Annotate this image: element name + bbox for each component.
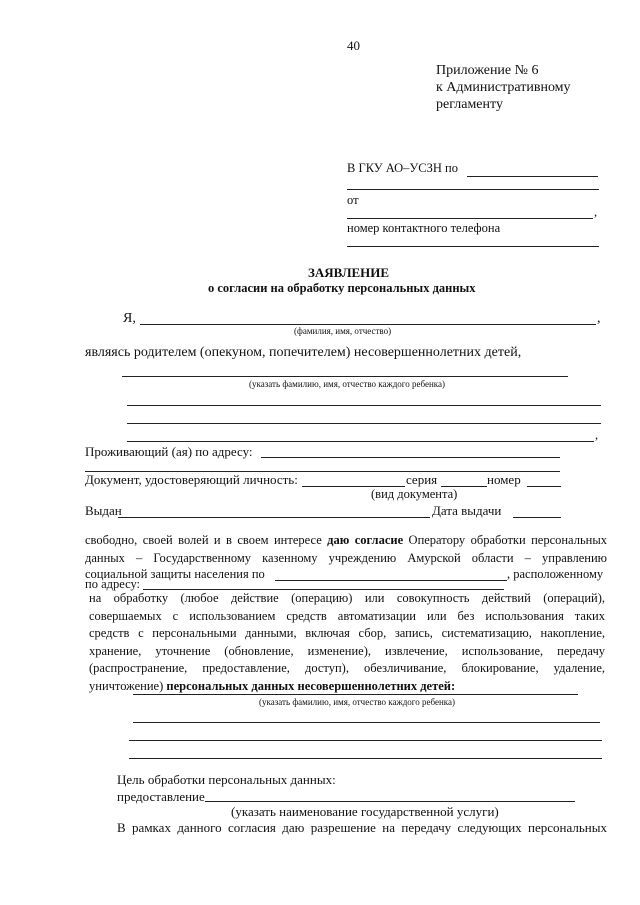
processing-children-field-1[interactable]: [133, 694, 578, 695]
addressee-from-label: от: [347, 193, 359, 207]
applicant-fio-field[interactable]: [140, 324, 596, 325]
addressee-phone-field[interactable]: [347, 246, 599, 247]
id-number-label: номер: [487, 472, 521, 487]
addressee-to-field[interactable]: [467, 176, 598, 177]
purpose-provision-label: предоставление: [117, 789, 205, 804]
parent-statement: являясь родителем (опекуном, попечителем) несовершеннолетних детей,: [85, 345, 522, 360]
id-issue-date-label: Дата выдачи: [432, 503, 502, 518]
processing-children-hint: (указать фамилию, имя, отчество каждого ребенка): [259, 697, 456, 707]
appendix-line-3: регламенту: [436, 97, 503, 112]
consent-row-1: свободно, своей волей и в своем интересе даю согласие Оператору обработки персональных: [85, 533, 607, 547]
processing-row-2: совершаемых с использованием средств автоматизации или без использования таких: [89, 608, 605, 623]
consent-row-3a: социальной защиты населения по: [85, 567, 265, 581]
processing-row-1: на обработку (любое действие (операцию) или совокупность действий (операций),: [89, 591, 605, 605]
addressee-comma: ,: [594, 205, 598, 219]
residence-label: Проживающий (ая) по адресу:: [85, 444, 253, 459]
addressee-phone-label: номер контактного телефона: [347, 221, 501, 235]
residence-field-1[interactable]: [261, 457, 560, 458]
id-issued-label: Выдан: [85, 503, 122, 518]
children-field-1[interactable]: [122, 376, 568, 377]
id-issue-date-field[interactable]: [513, 517, 561, 518]
purpose-service-hint: (указать наименование государственной услуги): [231, 804, 499, 819]
purpose-service-field[interactable]: [205, 801, 575, 802]
consent-row-3b: , расположенному: [507, 567, 604, 581]
addressee-from-field[interactable]: [347, 218, 593, 219]
applicant-comma: ,: [597, 311, 601, 326]
addressee-to-label: В ГКУ АО–УСЗН по: [347, 161, 458, 175]
consent-paragraph: [85, 532, 607, 567]
consent-row-2: данных – Государственному казенному учреждению Амурской области – управлению: [85, 550, 607, 565]
processing-row-5: (распространение, предоставление, доступ), обезличивание, блокирование, удаление,: [89, 661, 605, 675]
purpose-label: Цель обработки персональных данных:: [117, 772, 336, 787]
document-title: ЗАЯВЛЕНИЕ: [308, 265, 390, 280]
id-series-label: серия: [406, 472, 438, 487]
processing-children-field-4[interactable]: [129, 758, 602, 759]
id-issued-field[interactable]: [118, 517, 430, 518]
children-field-4[interactable]: [127, 441, 594, 442]
transfer-statement: В рамках данного согласия даю разрешение на передачу следующих персональных: [117, 820, 607, 835]
id-type-hint: (вид документа): [371, 487, 458, 501]
addressee-to-field-2[interactable]: [347, 189, 599, 190]
processing-row-4: хранение, уточнение (обновление, изменение), извлечение, использование, передачу: [89, 643, 605, 658]
children-field-2[interactable]: [127, 405, 601, 406]
appendix-line-1: Приложение № 6: [436, 63, 539, 78]
id-document-label: Документ, удостоверяющий личность:: [85, 472, 298, 487]
id-number-field[interactable]: [527, 486, 561, 487]
processing-row-6: уничтожение) персональных данных несовершеннолетних детей:: [89, 678, 456, 693]
children-hint: (указать фамилию, имя, отчество каждого ребенка): [249, 379, 446, 389]
children-comma: ,: [595, 428, 599, 442]
processing-children-field-2[interactable]: [133, 722, 600, 723]
applicant-i-label: Я,: [123, 311, 136, 326]
applicant-fio-hint: (фамилия, имя, отчество): [294, 326, 392, 336]
processing-children-field-3[interactable]: [129, 740, 602, 741]
processing-row-3: средств с персональными данными, включая сбор, запись, систематизацию, накопление,: [89, 626, 605, 640]
consent-district-field[interactable]: [275, 580, 507, 581]
page-number: 40: [347, 38, 360, 53]
appendix-line-2: к Административному: [436, 80, 571, 95]
document-subtitle: о согласии на обработку персональных данных: [208, 281, 476, 295]
children-field-3[interactable]: [127, 423, 601, 424]
processing-paragraph: [89, 590, 605, 695]
consent-row-4: по адресу:: [85, 577, 141, 591]
